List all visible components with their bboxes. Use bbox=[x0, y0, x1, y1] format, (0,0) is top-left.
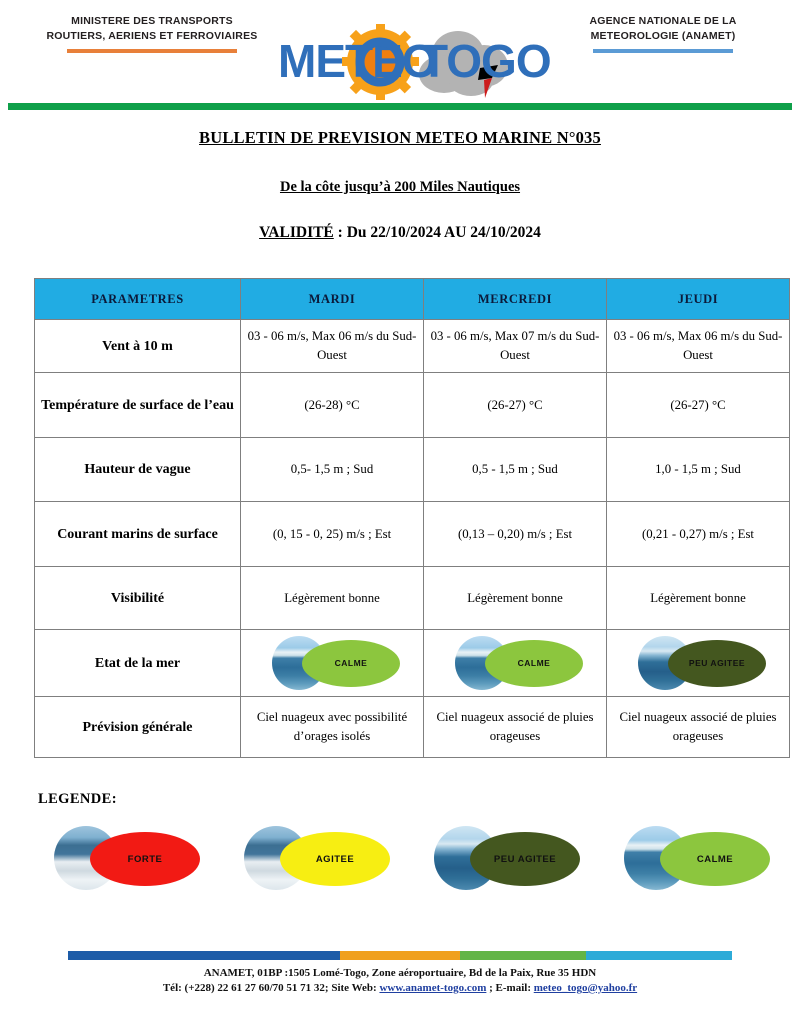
row-label-prevision: Prévision générale bbox=[35, 697, 241, 758]
sea-state-badge bbox=[262, 634, 402, 692]
agency-block bbox=[548, 14, 778, 53]
footer-bar-segment-cyan bbox=[586, 951, 732, 960]
cell-temperature-jeudi: (26-27) °C bbox=[607, 373, 790, 438]
legend-oval-agitee: AGITEE bbox=[280, 832, 390, 886]
website-link[interactable]: www.anamet-togo.com bbox=[379, 982, 487, 994]
row-label-hauteur-vague: Hauteur de vague bbox=[35, 438, 241, 502]
sea-state-badge bbox=[445, 634, 585, 692]
ministry-block bbox=[28, 14, 276, 53]
meteo-togo-logo bbox=[272, 24, 572, 100]
cell-etat-mer-mercredi bbox=[424, 630, 607, 697]
column-header-jeudi: JEUDI bbox=[607, 279, 790, 320]
cell-visibilite-mercredi: Légèrement bonne bbox=[424, 567, 607, 630]
agency-line-1: AGENCE NATIONALE DE LA bbox=[589, 15, 737, 27]
logo-graphic bbox=[272, 24, 572, 100]
footer-bar-segment-green bbox=[460, 951, 586, 960]
cell-etat-mer-mardi bbox=[241, 630, 424, 697]
email-link[interactable]: meteo_togo@yahoo.fr bbox=[533, 982, 638, 994]
cell-vague-mardi: 0,5- 1,5 m ; Sud bbox=[241, 438, 424, 502]
row-label-visibilite: Visibilité bbox=[35, 567, 241, 630]
forecast-table-wrapper bbox=[34, 278, 790, 758]
cell-visibilite-jeudi: Légèrement bonne bbox=[607, 567, 790, 630]
legend-oval-calme: CALME bbox=[660, 832, 770, 886]
legend-badge bbox=[418, 822, 578, 894]
row-label-courant: Courant marins de surface bbox=[35, 502, 241, 567]
legend-badge bbox=[228, 822, 388, 894]
cell-courant-mercredi: (0,13 – 0,20) m/s ; Est bbox=[424, 502, 607, 567]
document-header bbox=[0, 0, 800, 100]
footer-bar-segment-orange bbox=[340, 951, 460, 960]
agency-line-2: METEOROLOGIE (ANAMET) bbox=[590, 30, 736, 42]
cell-vent-mardi: 03 - 06 m/s, Max 06 m/s du Sud-Ouest bbox=[241, 320, 424, 373]
row-label-vent: Vent à 10 m bbox=[35, 320, 241, 373]
table-row bbox=[35, 567, 790, 630]
table-header-row bbox=[35, 279, 790, 320]
column-header-parametres: PARAMETRES bbox=[35, 279, 241, 320]
ministry-line-1: MINISTERE DES TRANSPORTS bbox=[71, 15, 233, 27]
cell-temperature-mardi: (26-28) °C bbox=[241, 373, 424, 438]
page-title: BULLETIN DE PREVISION METEO MARINE N°035 bbox=[199, 128, 601, 147]
logo-word-togo: TOGO bbox=[420, 35, 551, 87]
legend-row bbox=[22, 822, 782, 898]
cell-visibilite-mardi: Légèrement bonne bbox=[241, 567, 424, 630]
ministry-line-2: ROUTIERS, AERIENS ET FERROVIAIRES bbox=[46, 30, 258, 42]
cell-prevision-mercredi: Ciel nuageux associé de pluies orageuses bbox=[424, 697, 607, 758]
legend-title: LEGENDE: bbox=[38, 791, 117, 807]
sea-state-oval-mardi: CALME bbox=[302, 640, 400, 687]
table-row bbox=[35, 438, 790, 502]
sea-state-oval-mercredi: CALME bbox=[485, 640, 583, 687]
column-header-mercredi: MERCREDI bbox=[424, 279, 607, 320]
logo-word-meteo: METEO bbox=[278, 35, 437, 87]
validity-line bbox=[0, 224, 800, 242]
sea-state-oval-jeudi: PEU AGITEE bbox=[668, 640, 766, 687]
cell-vague-mercredi: 0,5 - 1,5 m ; Sud bbox=[424, 438, 607, 502]
footer-email-label: ; E-mail: bbox=[486, 982, 534, 994]
table-row bbox=[35, 320, 790, 373]
header-green-divider bbox=[8, 103, 792, 110]
legend-item-forte bbox=[22, 822, 212, 898]
legend-oval-forte: FORTE bbox=[90, 832, 200, 886]
row-label-temperature: Température de surface de l’eau bbox=[35, 373, 241, 438]
footer-address: ANAMET, 01BP :1505 Lomé-Togo, Zone aéroportuaire, Bd de la Paix, Rue 35 HDN bbox=[203, 967, 597, 979]
agency-underline-rule bbox=[593, 49, 733, 53]
title-block bbox=[0, 128, 800, 242]
sea-state-badge bbox=[628, 634, 768, 692]
legend-item-peu-agitee bbox=[402, 822, 592, 898]
legend-badge bbox=[608, 822, 768, 894]
cell-vent-mercredi: 03 - 06 m/s, Max 07 m/s du Sud-Ouest bbox=[424, 320, 607, 373]
cell-etat-mer-jeudi bbox=[607, 630, 790, 697]
row-label-etat-mer: Etat de la mer bbox=[35, 630, 241, 697]
cell-courant-jeudi: (0,21 - 0,27) m/s ; Est bbox=[607, 502, 790, 567]
forecast-table bbox=[34, 278, 790, 758]
cell-vent-jeudi: 03 - 06 m/s, Max 06 m/s du Sud-Ouest bbox=[607, 320, 790, 373]
coverage-subtitle: De la côte jusqu’à 200 Miles Nautiques bbox=[279, 179, 521, 195]
footer-phone-text: Tél: (+228) 22 61 27 60/70 51 71 32; Site Web: bbox=[162, 982, 380, 994]
legend-item-agitee bbox=[212, 822, 402, 898]
footer-contact bbox=[0, 966, 800, 996]
cell-vague-jeudi: 1,0 - 1,5 m ; Sud bbox=[607, 438, 790, 502]
validity-label: VALIDITÉ bbox=[259, 224, 334, 241]
legend-badge bbox=[38, 822, 198, 894]
validity-value: : Du 22/10/2024 AU 24/10/2024 bbox=[333, 224, 541, 241]
ministry-underline-rule bbox=[67, 49, 237, 53]
footer-bar-segment-blue bbox=[68, 951, 340, 960]
legend-item-calme bbox=[592, 822, 782, 898]
table-row bbox=[35, 630, 790, 697]
cell-prevision-jeudi: Ciel nuageux associé de pluies orageuses bbox=[607, 697, 790, 758]
footer-contact-line bbox=[0, 981, 800, 996]
cell-temperature-mercredi: (26-27) °C bbox=[424, 373, 607, 438]
table-row bbox=[35, 502, 790, 567]
table-row bbox=[35, 697, 790, 758]
footer-color-bar bbox=[68, 951, 732, 960]
cell-prevision-mardi: Ciel nuageux avec possibilité d’orages isolés bbox=[241, 697, 424, 758]
cell-courant-mardi: (0, 15 - 0, 25) m/s ; Est bbox=[241, 502, 424, 567]
legend-oval-peu-agitee: PEU AGITEE bbox=[470, 832, 580, 886]
table-row bbox=[35, 373, 790, 438]
column-header-mardi: MARDI bbox=[241, 279, 424, 320]
